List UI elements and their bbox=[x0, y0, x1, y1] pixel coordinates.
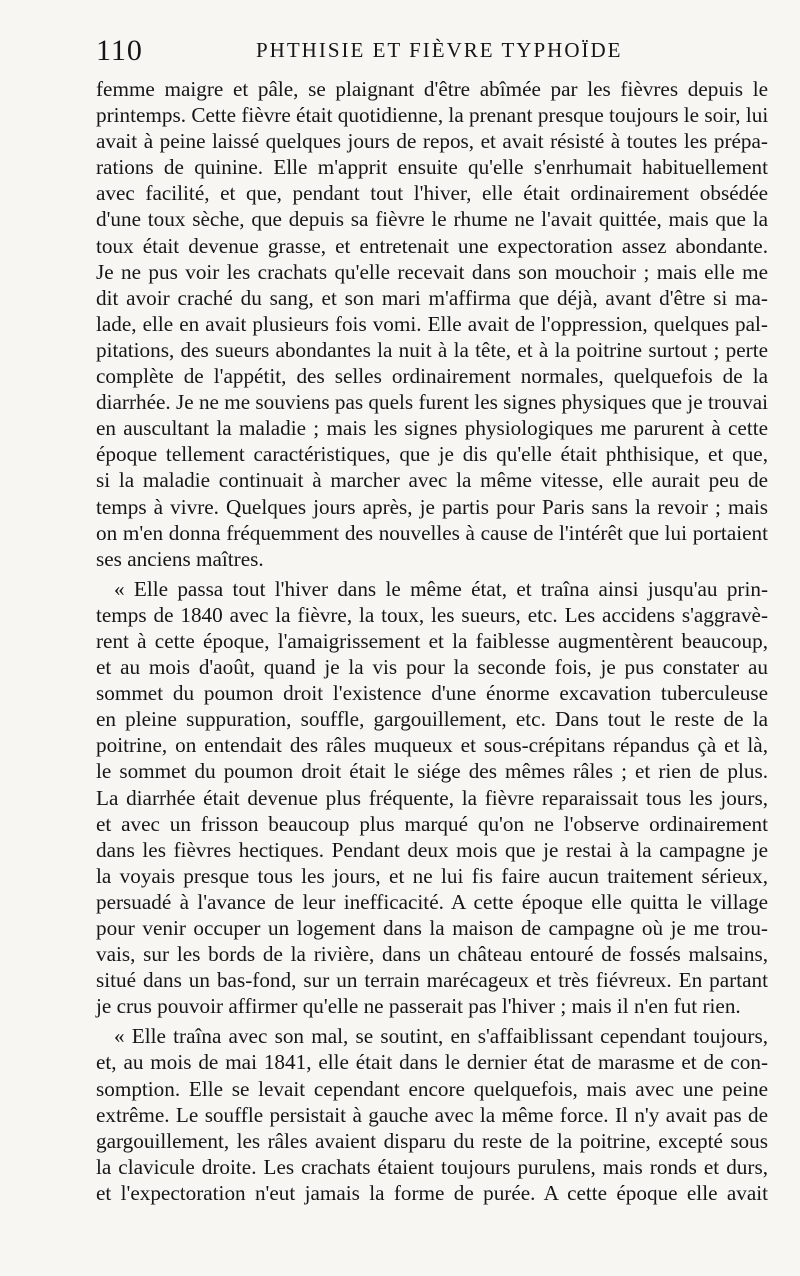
text-line: rations de quinine. Elle m'apprit ensuite qu'elle s'enrhumait habituellement bbox=[96, 155, 768, 180]
text-line: dit avoir craché du sang, et son mari m'affirma que déjà, avant d'être si ma- bbox=[96, 285, 768, 310]
page-number: 110 bbox=[96, 34, 143, 67]
text-line: époque tellement caractéristiques, que je dis qu'elle était phthisique, et que, bbox=[96, 442, 768, 467]
page-header bbox=[96, 30, 768, 76]
text-line: temps de 1840 avec la fièvre, la toux, les sueurs, etc. Les accidens s'aggravè- bbox=[96, 602, 768, 627]
text-line: poitrine, on entendait des râles muqueux et sous-crépitans répandus çà et là, bbox=[96, 733, 768, 758]
text-line: en pleine suppuration, souffle, gargouillement, etc. Dans tout le reste de la bbox=[96, 707, 768, 732]
paragraph-3 bbox=[96, 1023, 768, 1206]
text-line: femme maigre et pâle, se plaignant d'être abîmée par les fièvres depuis le bbox=[96, 77, 768, 101]
text-line: en auscultant la maladie ; mais les signes physiologiques me parurent à cette bbox=[96, 416, 768, 441]
text-line: complète de l'appétit, des selles ordinairement normales, quelquefois de la bbox=[96, 364, 768, 389]
text-line: rent à cette époque, l'amaigrissement et la faiblesse augmentèrent beaucoup, bbox=[96, 628, 768, 653]
text-line: ses anciens maîtres. bbox=[96, 546, 264, 571]
text-line: gargouillement, les râles avaient disparu du reste de la poitrine, excepté sous bbox=[96, 1128, 768, 1153]
text-line: situé dans un bas-fond, sur un terrain marécageux et très fiévreux. En partant bbox=[96, 968, 768, 993]
text-line: toux était devenue grasse, et entretenait une expectoration assez abondante. bbox=[96, 233, 768, 258]
paragraph-1 bbox=[96, 76, 768, 572]
text-line: le sommet du poumon droit était le siége des mêmes râles ; et rien de plus. bbox=[96, 759, 768, 784]
text-line: sommet du poumon droit l'existence d'une énorme excavation tuberculeuse bbox=[96, 681, 768, 706]
text-line: « Elle passa tout l'hiver dans le même état, et traîna ainsi jusqu'au prin- bbox=[114, 576, 768, 601]
text-line: Je ne pus voir les crachats qu'elle recevait dans son mouchoir ; mais elle me bbox=[96, 259, 768, 284]
text-line: « Elle traîna avec son mal, se soutint, en s'affaiblissant cependant toujours, bbox=[114, 1024, 768, 1049]
text-line: printemps. Cette fièvre était quotidienne, la prenant presque toujours le soir, lui bbox=[96, 103, 769, 128]
text-line: et l'expectoration n'eut jamais la forme de purée. A cette époque elle avait bbox=[96, 1180, 768, 1205]
text-line: et, au mois de mai 1841, elle était dans le dernier état de marasme et de con- bbox=[96, 1050, 768, 1075]
text-line: d'une toux sèche, que depuis sa fièvre le rhume ne l'avait quittée, mais que la bbox=[96, 207, 768, 232]
running-head: PHTHISIE ET FIÈVRE TYPHOÏDE bbox=[256, 38, 623, 62]
text-line: vais, sur les bords de la rivière, dans un château entouré de fossés malsains, bbox=[96, 942, 768, 967]
text-line: je crus pouvoir affirmer qu'elle ne passerait pas l'hiver ; mais il n'en fut rien. bbox=[96, 994, 741, 1019]
text-line: lade, elle en avait plusieurs fois vomi. Elle avait de l'oppression, quelques pal- bbox=[96, 311, 768, 336]
text-line: la voyais presque tous les jours, et ne lui fis faire aucun traitement sérieux, bbox=[96, 863, 768, 888]
page-content bbox=[96, 30, 768, 1206]
text-line: et au mois d'août, quand je la vis pour la seconde fois, je pus constater au bbox=[96, 655, 768, 680]
text-line: si la maladie continuait à marcher avec la même vitesse, elle aurait peu de bbox=[96, 468, 768, 493]
body-text bbox=[96, 76, 768, 1206]
text-line: somption. Elle se levait cependant encore quelquefois, mais avec une peine bbox=[96, 1076, 768, 1101]
text-line: pour venir occuper un logement dans la maison de campagne où je me trou- bbox=[96, 916, 768, 940]
text-line: persuadé à l'avance de leur inefficacité. A cette époque elle quitta le village bbox=[96, 889, 768, 914]
text-line: pitations, des sueurs abondantes la nuit à la tête, et à la poitrine surtout ; perte bbox=[96, 337, 768, 362]
text-line: on m'en donna fréquemment des nouvelles à cause de l'intérêt que lui portaient bbox=[96, 520, 768, 545]
text-line: diarrhée. Je ne me souviens pas quels furent les signes physiques que je trouvai bbox=[96, 390, 768, 415]
text-line: temps à vivre. Quelques jours après, je partis pour Paris sans la revoir ; mais bbox=[96, 494, 768, 519]
text-line: La diarrhée était devenue plus fréquente, la fièvre reparaissait tous les jours, bbox=[96, 785, 768, 810]
text-line: extrême. Le souffle persistait à gauche avec la même force. Il n'y avait pas de bbox=[96, 1102, 768, 1127]
paragraph-2 bbox=[96, 576, 768, 1020]
text-line: la clavicule droite. Les crachats étaient toujours purulens, mais ronds et durs, bbox=[96, 1154, 768, 1179]
text-line: et avec un frisson beaucoup plus marqué qu'on ne l'observe ordinairement bbox=[96, 811, 768, 836]
text-line: avait à peine laissé quelques jours de repos, et avait résisté à toutes les prépa- bbox=[96, 129, 768, 154]
text-line: avec facilité, et que, pendant tout l'hiver, elle était ordinairement obsédée bbox=[96, 181, 768, 206]
text-line: dans les fièvres hectiques. Pendant deux mois que je restai à la campagne je bbox=[96, 837, 768, 862]
